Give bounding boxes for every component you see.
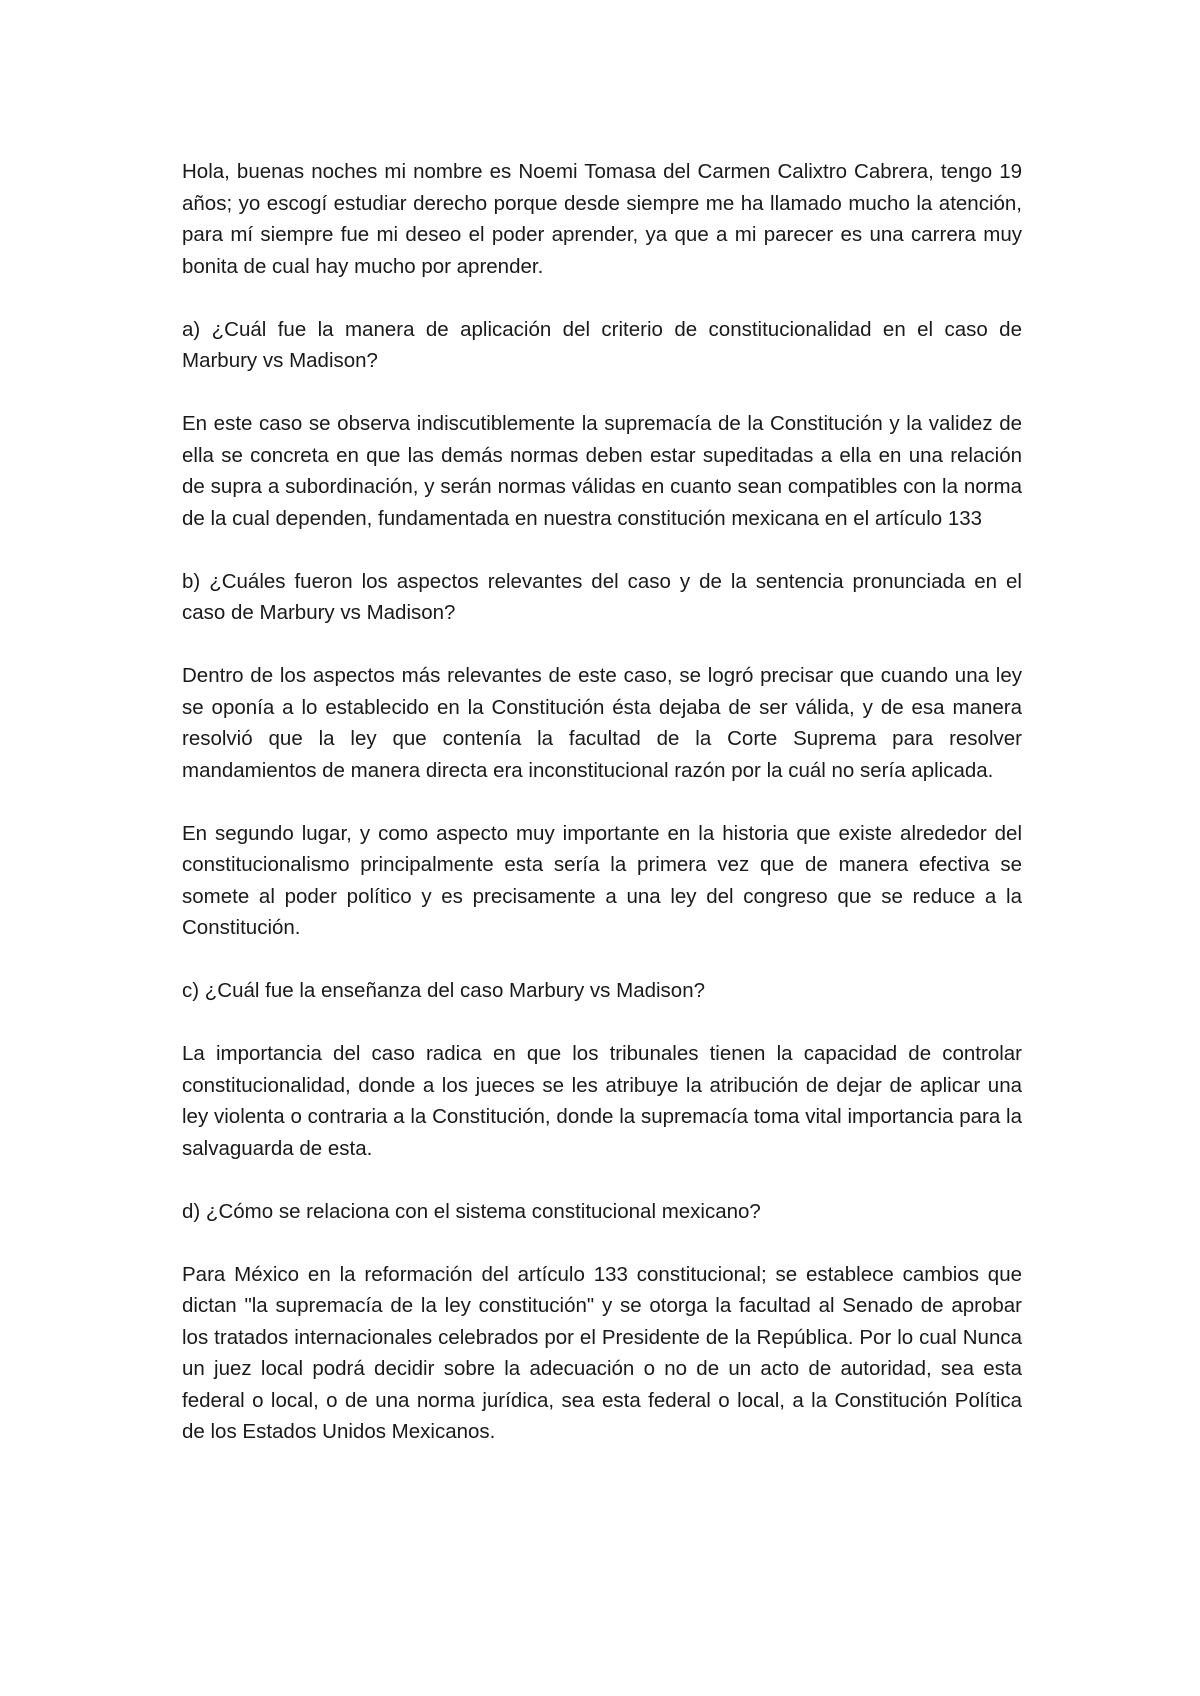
document-body (182, 156, 1022, 1448)
question-a: a) ¿Cuál fue la manera de aplicación del criterio de constitucionalidad en el caso de Marbury vs Madison? (182, 317, 1022, 372)
question-d: d) ¿Cómo se relaciona con el sistema constitucional mexicano? (182, 1199, 761, 1223)
question-b: b) ¿Cuáles fueron los aspectos relevantes del caso y de la sentencia pronunciada en el caso de Marbury vs Madison? (182, 569, 1022, 624)
answer-b-paragraph-1: Dentro de los aspectos más relevantes de este caso, se logró precisar que cuando una ley se oponía a lo establecido en la Constitución ésta dejaba de ser válida, y de esa manera resolvió que la ley que contenía la facultad de la Corte Suprema para resolver mandamientos de manera directa era inconstitucional razón por la cuál no sería aplicada. (182, 664, 1022, 782)
intro-paragraph: Hola, buenas noches mi nombre es Noemi Tomasa del Carmen Calixtro Cabrera, tengo 19 años; yo escogí estudiar derecho porque desde siempre me ha llamado mucho la atención, para mí siempre fue mi deseo el poder aprender, ya que a mi parecer es una carrera muy bonita de cual hay mucho por aprender. (182, 160, 1022, 278)
question-c: c) ¿Cuál fue la enseñanza del caso Marbury vs Madison? (182, 979, 706, 1002)
answer-a: En este caso se observa indiscutiblemente la supremacía de la Constitución y la validez de ella se concreta en que las demás normas deben estar supeditadas a ella en una relación de supra a subordinación, y serán normas válidas en cuanto sean compatibles con la norma de la cual dependen, fundamentada en nuestra constitución mexicana en el artículo 133 (182, 412, 1022, 530)
answer-c: La importancia del caso radica en que los tribunales tienen la capacidad de controlar constitucionalidad, donde a los jueces se les atribuye la atribución de dejar de aplicar una ley violenta o contraria a la Constitución, donde la supremacía toma vital importancia para la salvaguarda de esta. (182, 1042, 1022, 1160)
answer-d: Para México en la reformación del artículo 133 constitucional; se establece cambios que dictan "la supremacía de la ley constitución" y se otorga la facultad al Senado de aprobar los tratados internacionales celebrados por el Presidente de la República. Por lo cual Nunca un juez local podrá decidir sobre la adecuación o no de un acto de autoridad, sea esta federal o local, o de una norma jurídica, sea esta federal o local, a la Constitución Política de los Estados Unidos Mexicanos. (182, 1262, 1022, 1443)
answer-b-paragraph-2: En segundo lugar, y como aspecto muy importante en la historia que existe alrededor del constitucionalismo principalmente esta sería la primera vez que de manera efectiva se somete al poder político y es precisamente a una ley del congreso que se reduce a la Constitución. (182, 821, 1022, 939)
